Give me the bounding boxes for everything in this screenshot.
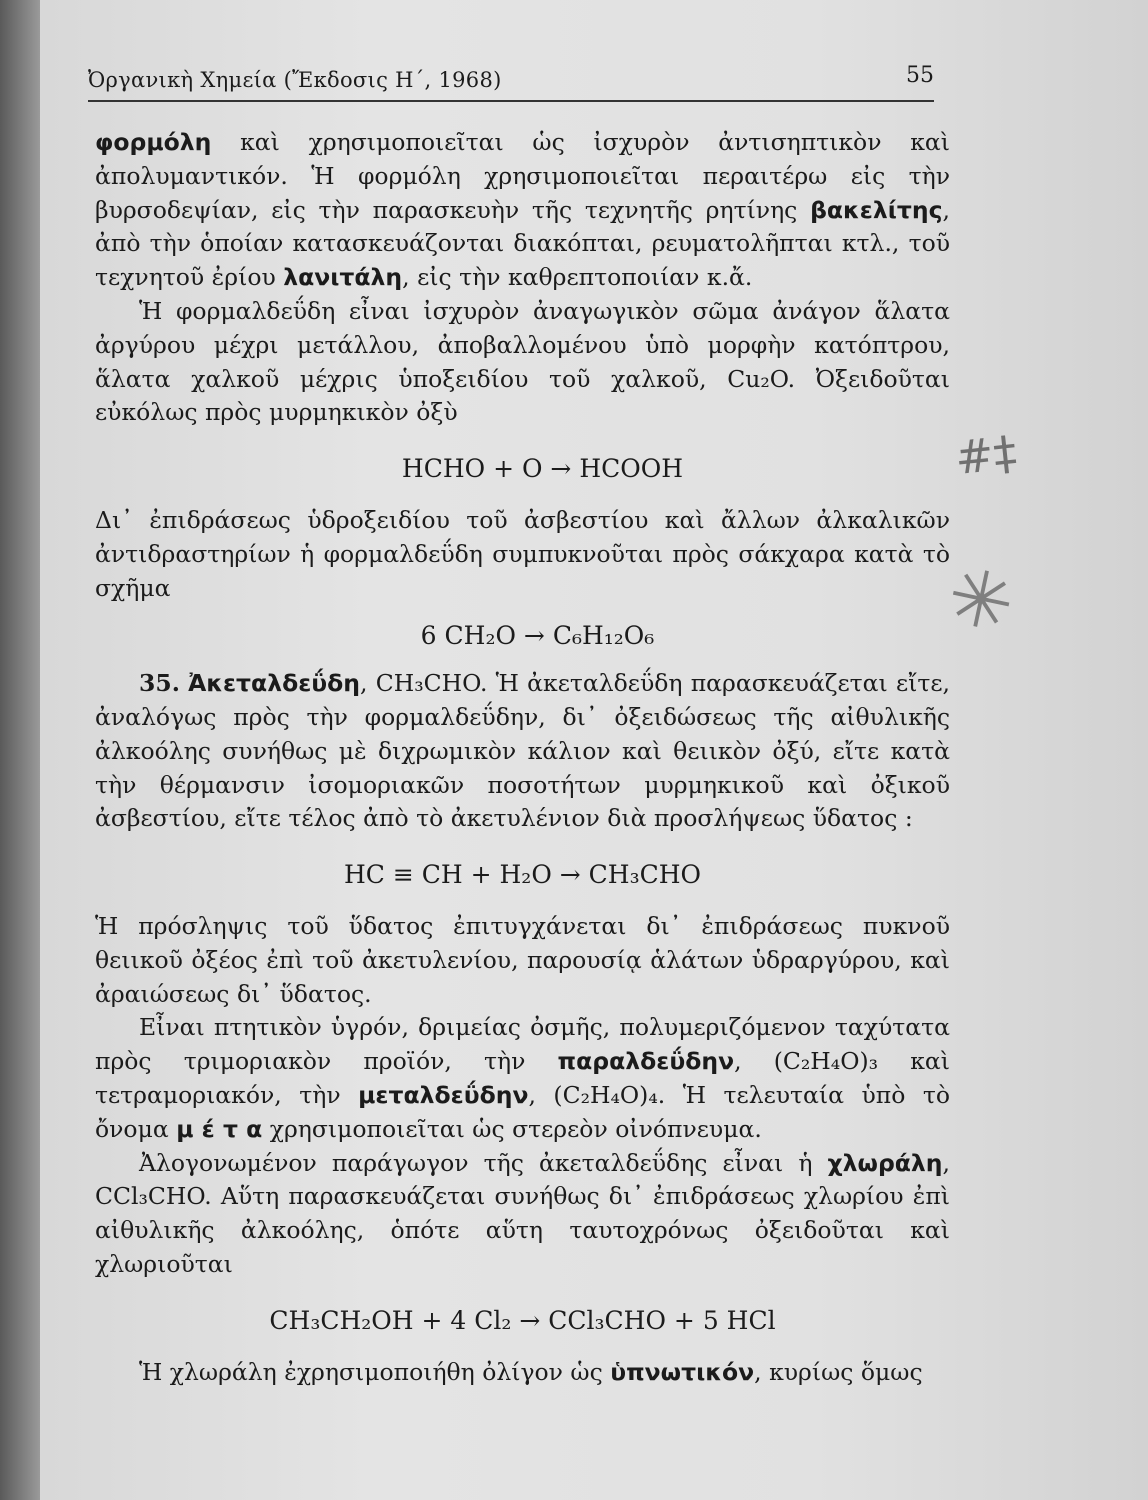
- term-metaldehyde: μεταλδεΰδην: [358, 1080, 529, 1109]
- pencil-scribble-hash: #‡: [952, 424, 1020, 486]
- equation-acetylene-hydration: HC ≡ CH + H₂O → CH₃CHO: [343, 860, 702, 890]
- text-segment: , CCl₃CHO. Αὕτη παρασκευάζεται συνήθως δι᾽ ἐπιδράσεως χλωρίου ἐπὶ αἰθυλικῆς ἀλκοόλης, ὁπότε αὕτη ταυτοχρόνως ὀξειδοῦται καὶ χλωριοῦται: [95, 1148, 950, 1278]
- running-title: Ὀργανικὴ Χημεία (Ἔκδοσις Η΄, 1968): [88, 68, 502, 92]
- paragraph-formalin-uses: [95, 126, 950, 295]
- text-segment: Ἡ χλωράλη ἐχρησιμοποιήθη ὀλίγον ὡς: [139, 1357, 611, 1386]
- equation-sugar: 6 CH₂O → C₆H₁₂O₆: [420, 621, 655, 651]
- equation-formic-acid: HCHO + O → HCOOH: [401, 454, 684, 484]
- pencil-scribble-star: ✳: [939, 550, 1023, 652]
- text-segment: , κυρίως ὅμως: [754, 1357, 923, 1386]
- paragraph-reducing-agent: Ἡ φορμαλδεΰδη εἶναι ἰσχυρὸν ἀναγωγικὸν σῶμα ἀνάγον ἅλατα ἀργύρου μέχρι μετάλλου, ἀποβαλλομένου ὑπὸ μορφὴν κατόπτρου, ἅλατα χαλκοῦ μέχρις ὑποξειδίου τοῦ χαλκοῦ, Cu₂O. Ὀξειδοῦται εὐκόλως πρὸς μυρμηκικὸν ὀξὺ: [95, 296, 950, 427]
- paragraph-condensation: Δι᾽ ἐπιδράσεως ὑδροξειδίου τοῦ ἀσβεστίου καὶ ἄλλων ἀλκαλικῶν ἀντιδραστηρίων ἡ φορμαλδεΰδη συμπυκνοῦται πρὸς σάκχαρα κατὰ τὸ σχῆμα: [95, 505, 950, 602]
- page-body: [95, 126, 950, 1389]
- paragraph-hypnotic: [95, 1356, 950, 1390]
- text-segment: , ἀπὸ τὴν ὁποίαν κατασκευάζονται διακόπται, ρευματολῆπται κτλ., τοῦ τεχνητοῦ ἐρίου: [95, 195, 950, 292]
- section-title: Ἀκεταλδεΰδη: [188, 669, 361, 698]
- paragraph-water-addition: Ἡ πρόσληψις τοῦ ὕδατος ἐπιτυγχάνεται δι᾽ ἐπιδράσεως πυκνοῦ θειικοῦ ὀξέος ἐπὶ τοῦ ἀκετυλενίου, παρουσίᾳ ἁλάτων ὑδραργύρου, καὶ ἀραιώσεως δι᾽ ὕδατος.: [95, 911, 950, 1008]
- equation-chloral: CH₃CH₂OH + 4 Cl₂ → CCl₃CHO + 5 HCl: [269, 1305, 776, 1335]
- section-number: 35.: [139, 669, 180, 698]
- term-chloral: χλωράλη: [827, 1148, 943, 1177]
- term-paraldehyde: παραλδεΰδην: [557, 1047, 735, 1076]
- text-segment: , CH₃CHO. Ἡ ἀκεταλδεΰδη παρασκευάζεται εἴτε, ἀναλόγως πρὸς τὴν φορμαλδεΰδην, δι᾽ ὀξειδώσεως τῆς αἰθυλικῆς ἀλκοόλης συνήθως μὲ διχρωμικὸν κάλιον καὶ θειικὸν ὀξύ, εἴτε κατὰ τὴν θέρμανσιν ἰσομοριακῶν ποσοτήτων μυρμηκικοῦ καὶ ὀξικοῦ ἀσβεστίου, εἴτε τέλος ἀπὸ τὸ ἀκετυλένιον διὰ προσλήψεως ὕδατος :: [95, 669, 950, 833]
- book-spine-shadow: [0, 0, 40, 1500]
- paragraph-chloral: [95, 1147, 950, 1282]
- term-formoli: φορμόλη: [95, 128, 212, 156]
- text-segment: χρησιμοποιεῖται ὡς στερεὸν οἰνόπνευμα.: [262, 1114, 762, 1143]
- paragraph-properties: [95, 1011, 950, 1146]
- term-meta: μ έ τ α: [176, 1114, 263, 1143]
- term-lanital: λανιτάλη: [283, 263, 403, 292]
- text-segment: Εἶναι πτητικὸν ὑγρόν, δριμείας ὀσμῆς, πολυμεριζόμενον ταχύτατα πρὸς τριμοριακὸν προϊόν, τὴν: [95, 1013, 950, 1076]
- page-header: [88, 60, 934, 102]
- page-number: 55: [906, 63, 934, 88]
- text-segment: , (C₂H₄O)₄. Ἡ τελευταία ὑπὸ τὸ ὄνομα: [95, 1080, 950, 1143]
- term-bakelite: βακελίτης: [810, 195, 943, 224]
- term-hypnotic: ὑπνωτικόν: [610, 1357, 755, 1386]
- section-acetaldehyde: [95, 667, 950, 836]
- text-segment: καὶ χρησιμοποιεῖται ὡς ἰσχυρὸν ἀντισηπτικὸν καὶ ἀπολυμαντικόν. Ἡ φορμόλη χρησιμοποιεῖται περαιτέρω εἰς τὴν βυρσοδεψίαν, εἰς τὴν παρασκευὴν τῆς τεχνητῆς ρητίνης: [95, 128, 950, 224]
- text-segment: , εἰς τὴν καθρεπτοποιίαν κ.ἄ.: [402, 263, 753, 292]
- text-segment: , (C₂H₄O)₃ καὶ τετραμοριακόν, τὴν: [95, 1047, 950, 1109]
- text-segment: Ἀλογονωμένον παράγωγον τῆς ἀκεταλδεΰδης εἶναι ἡ: [139, 1148, 828, 1177]
